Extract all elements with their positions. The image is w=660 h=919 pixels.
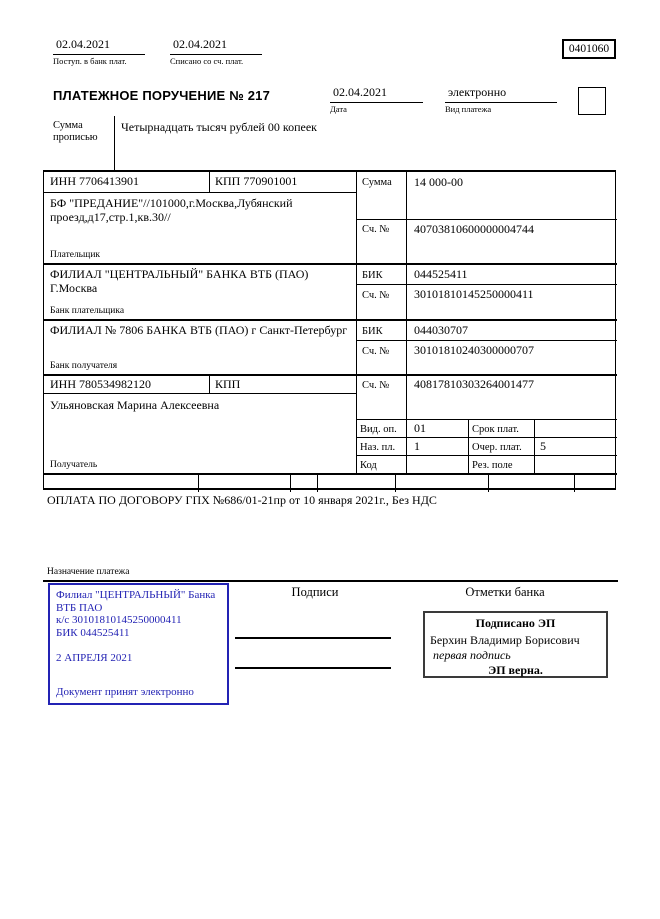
received-date-field: [53, 38, 145, 66]
payer-account-value: 40703810600000004744: [414, 222, 534, 236]
bank-acceptance-stamp: [48, 583, 229, 705]
payment-kind-label: Вид платежа: [445, 103, 492, 114]
amount-label: Сумма: [362, 177, 392, 188]
payer-bank-name: ФИЛИАЛ "ЦЕНТРАЛЬНЫЙ" БАНКА ВТБ (ПАО) Г.Москва: [50, 267, 309, 295]
payer-label: Плательщик: [50, 250, 101, 260]
beneficiary-bank-name: ФИЛИАЛ № 7806 БАНКА ВТБ (ПАО) г Санкт-Петербург: [50, 323, 348, 337]
purpose-code-label: Наз. пл.: [360, 442, 396, 453]
op-type-value: 01: [414, 421, 426, 435]
grid-line: [44, 263, 617, 265]
doc-date-label: Дата: [330, 103, 347, 114]
grid-line: [44, 374, 617, 376]
amount-value: 14 000-00: [414, 175, 463, 189]
payment-kind-field: [445, 86, 557, 114]
priority-value: 5: [540, 439, 546, 453]
grid-line: [114, 116, 115, 170]
amount-words-label: Сумма прописью: [53, 120, 98, 143]
beneficiary-label: Получатель: [50, 460, 98, 470]
grid-line: [356, 437, 617, 438]
payer-bank-account-value: 30101810145250000411: [414, 287, 534, 301]
payer-bank-bik-value: 044525411: [414, 267, 468, 281]
beneficiary-bank-account-label: Сч. №: [362, 346, 390, 357]
payment-kind-value: электронно: [445, 86, 557, 103]
beneficiary-bank-bik-value: 044030707: [414, 323, 468, 337]
signatures-title: Подписи: [291, 585, 339, 599]
grid-line: [395, 475, 396, 492]
beneficiary-bank-label: Банк получателя: [50, 361, 118, 371]
payer-kpp: КПП 770901001: [215, 174, 298, 188]
signature-line: [235, 637, 391, 639]
bank-marks-title: Отметки банка: [465, 585, 545, 599]
grid-line: [44, 473, 617, 475]
grid-line: [43, 580, 618, 582]
amount-words-value: Четырнадцать тысяч рублей 00 копеек: [121, 120, 317, 134]
stamp-footer: Документ принят электронно: [56, 685, 194, 698]
doc-date-value: 02.04.2021: [330, 86, 423, 103]
payer-account-label: Сч. №: [362, 224, 390, 235]
grid-line: [574, 475, 575, 492]
grid-line: [406, 172, 407, 473]
beneficiary-name: Ульяновская Марина Алексеевна: [50, 398, 220, 412]
signature-line: [235, 667, 391, 669]
purpose-code-value: 1: [414, 439, 420, 453]
payer-bank-label: Банк плательщика: [50, 306, 125, 316]
debited-date-label: Списано со сч. плат.: [170, 55, 244, 66]
stamp-date: 2 АПРЕЛЯ 2021: [56, 652, 133, 664]
payer-bank-bik-label: БИК: [362, 270, 383, 281]
esign-role: первая подпись: [433, 648, 511, 662]
grid-line: [468, 419, 469, 473]
stamp-line: Филиал "ЦЕНТРАЛЬНЫЙ" Банка ВТБ ПАО: [56, 589, 216, 614]
grid-line: [209, 172, 210, 192]
reserve-field-label: Рез. поле: [472, 460, 513, 471]
form-code-box: 0401060: [562, 39, 616, 59]
grid-line: [44, 192, 356, 193]
code-label: Код: [360, 460, 377, 471]
beneficiary-account-value: 40817810303264001477: [414, 377, 534, 391]
grid-line: [44, 319, 617, 321]
beneficiary-bank-bik-label: БИК: [362, 326, 383, 337]
grid-line: [317, 475, 318, 492]
debited-date-value: 02.04.2021: [170, 38, 262, 55]
grid-line: [356, 419, 617, 420]
received-date-value: 02.04.2021: [53, 38, 145, 55]
grid-line: [209, 374, 210, 393]
priority-label: Очер. плат.: [472, 442, 522, 453]
doc-date-field: [330, 86, 423, 114]
beneficiary-account-label: Сч. №: [362, 380, 390, 391]
grid-line: [488, 475, 489, 492]
grid-line: [356, 340, 617, 341]
beneficiary-kpp: КПП: [215, 377, 241, 391]
purpose-label: Назначение платежа: [47, 567, 130, 577]
grid-line: [198, 475, 199, 492]
esign-box: [423, 611, 608, 678]
debited-date-field: [170, 38, 262, 66]
received-date-label: Поступ. в банк плат.: [53, 55, 127, 66]
beneficiary-bank-account-value: 30101810240300000707: [414, 343, 534, 357]
esign-signer: Берхин Владимир Борисович: [430, 633, 580, 647]
grid-line: [356, 219, 617, 220]
payer-inn: ИНН 7706413901: [50, 174, 139, 188]
purpose-text: ОПЛАТА ПО ДОГОВОРУ ГПХ №686/01-21пр от 10 января 2021г., Без НДС: [47, 493, 437, 507]
esign-title: Подписано ЭП: [475, 616, 556, 630]
beneficiary-inn: ИНН 780534982120: [50, 377, 151, 391]
payer-bank-account-label: Сч. №: [362, 290, 390, 301]
stamp-line: к/с 30101810145250000411: [56, 614, 182, 626]
grid-line: [44, 393, 356, 394]
grid-line: [534, 419, 535, 473]
stamp-line: БИК 044525411: [56, 626, 130, 639]
grid-line: [356, 455, 617, 456]
payer-name: БФ "ПРЕДАНИЕ"//101000,г.Москва,Лубянский проезд,д17,стр.1,кв.30//: [50, 196, 293, 224]
esign-verified: ЭП верна.: [488, 663, 543, 677]
op-type-label: Вид. оп.: [360, 424, 397, 435]
payment-kind-checkbox: [578, 87, 606, 115]
payment-table: [43, 170, 616, 490]
document-title: ПЛАТЕЖНОЕ ПОРУЧЕНИЕ № 217: [53, 88, 271, 103]
grid-line: [356, 284, 617, 285]
due-date-label: Срок плат.: [472, 424, 519, 435]
grid-line: [290, 475, 291, 492]
grid-line: [356, 172, 357, 473]
